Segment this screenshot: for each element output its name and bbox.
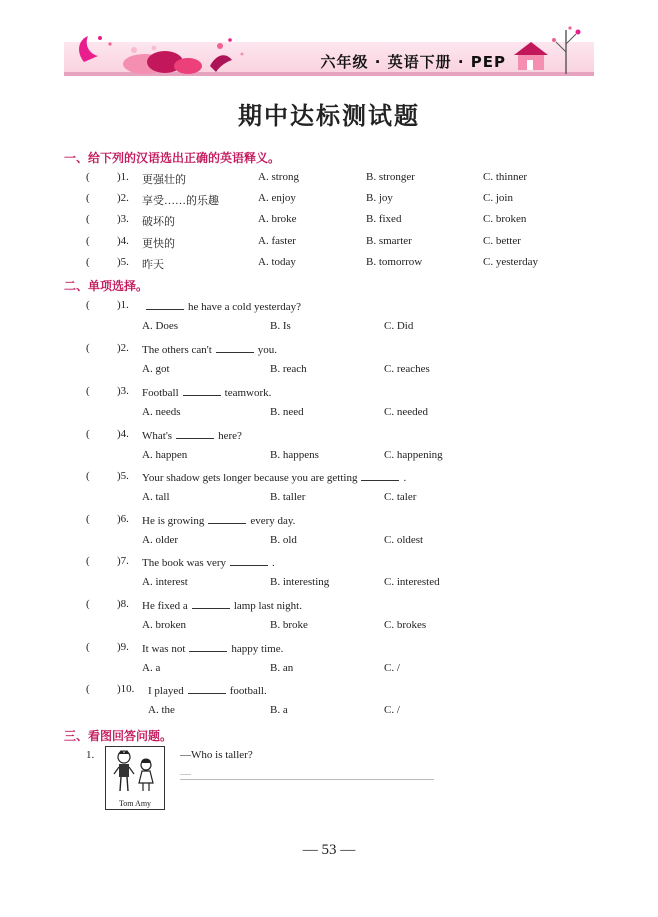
option-c: C. brokes (384, 619, 427, 631)
option-c: C. thinner (483, 171, 527, 183)
flower-decoration-icon (70, 32, 260, 76)
option-a: A. enjoy (258, 192, 296, 204)
paren: ( (86, 299, 90, 311)
question-number: )5. (117, 256, 129, 268)
option-a: A. a (142, 662, 161, 674)
option-b: B. smarter (366, 235, 412, 247)
option-b: B. tomorrow (366, 256, 423, 268)
question-number: )9. (117, 641, 129, 653)
s2-options-8 (0, 619, 658, 635)
answer-blank (188, 683, 226, 694)
option-a: A. needs (142, 406, 181, 418)
s2-question-6 (0, 513, 658, 529)
s1-question-3 (0, 213, 658, 229)
s2-question-9 (0, 641, 658, 657)
tom-amy-picture (105, 746, 165, 810)
option-a: A. strong (258, 171, 299, 183)
question-number: )6. (117, 513, 129, 525)
house-tree-decoration-icon (500, 24, 590, 76)
s2-options-7 (0, 576, 658, 592)
s2-question-4 (0, 428, 658, 444)
paren: ( (86, 470, 90, 482)
option-a: A. tall (142, 491, 170, 503)
paren: ( (86, 641, 90, 653)
option-b: B. interesting (270, 576, 330, 588)
option-b: B. a (270, 704, 288, 716)
question-number: )10. (117, 683, 135, 695)
option-b: B. broke (270, 619, 308, 631)
page-number: — 53 — (302, 842, 356, 858)
question-number: )7. (117, 555, 129, 567)
s2-options-1 (0, 320, 658, 336)
option-c: C. happening (384, 449, 443, 461)
s1-question-1 (0, 171, 658, 187)
option-c: C. join (483, 192, 513, 204)
option-c: C. better (483, 235, 521, 247)
s1-question-4 (0, 235, 658, 251)
s2-options-4 (0, 449, 658, 465)
option-c: C. reaches (384, 363, 430, 375)
option-a: A. happen (142, 449, 188, 461)
paren: ( (86, 235, 90, 247)
question-text: It was not happy time. (142, 643, 284, 655)
paren: ( (86, 385, 90, 397)
s2-options-5 (0, 491, 658, 507)
paren: ( (86, 192, 90, 204)
question-text: The others can't you. (142, 344, 278, 356)
option-b: B. reach (270, 363, 307, 375)
series-title: 六年级 · 英语下册 · PEP (320, 53, 506, 71)
s3-question-1 (0, 749, 658, 765)
answer-line[interactable] (180, 778, 434, 780)
paren: ( (86, 171, 90, 183)
option-c: C. interested (384, 576, 440, 588)
section1-heading: 一、给下列的汉语选出正确的英语释义。 (64, 151, 281, 165)
option-a: A. interest (142, 576, 188, 588)
option-b: B. joy (366, 192, 393, 204)
answer-blank (176, 428, 214, 439)
s2-question-5 (0, 470, 658, 486)
children-drawing-icon (106, 747, 164, 799)
option-c: C. broken (483, 213, 527, 225)
question-number: )4. (117, 428, 129, 440)
option-a: A. broken (142, 619, 186, 631)
option-c: C. Did (384, 320, 414, 332)
paren: ( (86, 342, 90, 354)
answer-blank (230, 555, 268, 566)
s2-question-8 (0, 598, 658, 614)
question-text: He is growing every day. (142, 515, 296, 527)
question-text: The book was very . (142, 557, 275, 569)
option-c: C. needed (384, 406, 428, 418)
s2-options-6 (0, 534, 658, 550)
page-header (64, 24, 594, 76)
s1-question-5 (0, 256, 658, 272)
option-a: A. broke (258, 213, 297, 225)
option-c: C. / (384, 704, 400, 716)
question-text: he have a cold yesterday? (142, 299, 301, 313)
s2-question-1 (0, 299, 658, 315)
question-text: He fixed a lamp last night. (142, 600, 302, 612)
answer-blank (361, 470, 399, 481)
question-text: Your shadow gets longer because you are getting . (142, 472, 407, 484)
picture-names: Tom Amy (118, 799, 152, 808)
chinese-term: 更强壮的 (142, 174, 186, 186)
question-number: )3. (117, 385, 129, 397)
option-b: B. old (270, 534, 297, 546)
s2-options-10 (0, 704, 658, 720)
option-c: C. / (384, 662, 400, 674)
answer-blank (189, 641, 227, 652)
paren: ( (86, 683, 90, 695)
chinese-term: 更快的 (142, 238, 175, 250)
option-c: C. yesterday (483, 256, 538, 268)
section2-heading: 二、单项选择。 (64, 279, 149, 293)
question-text: What's here? (142, 430, 242, 442)
option-a: A. got (142, 363, 170, 375)
chinese-term: 破坏的 (142, 216, 175, 228)
question-number: )1. (117, 299, 129, 311)
question-number: )5. (117, 470, 129, 482)
answer-blank (192, 598, 230, 609)
paren: ( (86, 213, 90, 225)
answer-blank (216, 342, 254, 353)
answer-blank (146, 299, 184, 310)
question-number: )2. (117, 192, 129, 204)
paren: ( (86, 598, 90, 610)
question-number: )4. (117, 235, 129, 247)
option-b: B. need (270, 406, 304, 418)
option-b: B. taller (270, 491, 306, 503)
s1-question-2 (0, 192, 658, 208)
option-a: A. faster (258, 235, 296, 247)
s2-options-9 (0, 662, 658, 678)
s2-question-10 (0, 683, 658, 699)
page-title: 期中达标测试题 (238, 101, 420, 130)
option-c: C. taler (384, 491, 417, 503)
answer-blank (208, 513, 246, 524)
option-b: B. fixed (366, 213, 402, 225)
s2-options-3 (0, 406, 658, 422)
chinese-term: 昨天 (142, 259, 164, 271)
question-number: )1. (117, 171, 129, 183)
option-a: A. today (258, 256, 296, 268)
paren: ( (86, 428, 90, 440)
question-text: Football teamwork. (142, 387, 272, 399)
answer-blank (183, 385, 221, 396)
question-text: I played football. (148, 685, 267, 697)
s2-options-2 (0, 363, 658, 379)
question-number: 1. (86, 749, 95, 761)
option-b: B. Is (270, 320, 291, 332)
option-b: B. stronger (366, 171, 415, 183)
option-a: A. older (142, 534, 179, 546)
question-number: )8. (117, 598, 129, 610)
option-b: B. happens (270, 449, 319, 461)
paren: ( (86, 256, 90, 268)
option-b: B. an (270, 662, 294, 674)
paren: ( (86, 513, 90, 525)
paren: ( (86, 555, 90, 567)
option-a: A. Does (142, 320, 179, 332)
question-number: )2. (117, 342, 129, 354)
question-number: )3. (117, 213, 129, 225)
s2-question-3 (0, 385, 658, 401)
answer-prefix: — (180, 768, 191, 780)
s2-question-7 (0, 555, 658, 571)
section3-heading: 三、看图回答问题。 (64, 729, 173, 743)
chinese-term: 享受……的乐趣 (142, 195, 219, 207)
option-a: A. the (148, 704, 175, 716)
option-c: C. oldest (384, 534, 424, 546)
s2-question-2 (0, 342, 658, 358)
question-text: —Who is taller? (180, 749, 253, 761)
